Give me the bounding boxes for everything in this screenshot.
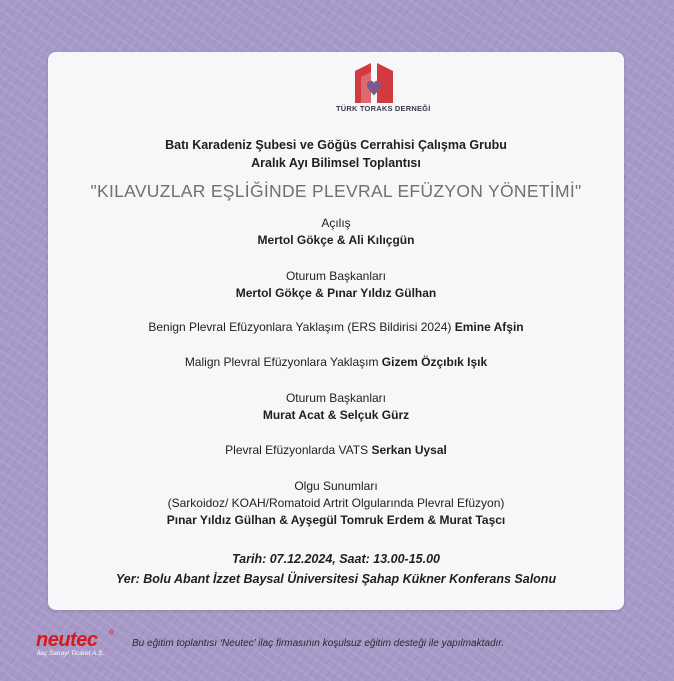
organizer-line: Batı Karadeniz Şubesi ve Göğüs Cerrahisi Çalışma Grubu: [165, 138, 507, 152]
neutec-brand: neutec: [36, 629, 98, 651]
cases-subtitle: (Sarkoidoz/ KOAH/Romatoid Artrit Olgularında Plevral Efüzyon): [167, 496, 505, 510]
date-time: Tarih: 07.12.2024, Saat: 13.00-15.00: [231, 552, 440, 566]
talk-3: [48, 443, 624, 457]
chairs-names-1: Mertol Gökçe & Pınar Yıldız Gülhan: [235, 286, 437, 300]
opening-names: Mertol Gökçe & Ali Kılıçgün: [257, 233, 415, 247]
sponsor-note: Bu eğitim toplantısı ‘Neutec’ ilaç firmasının koşulsuz eğitim desteği ile yapılmaktadır.: [132, 638, 505, 649]
cases-names: Pınar Yıldız Gülhan & Ayşegül Tomruk Erdem & Murat Taşcı: [166, 513, 506, 527]
registered-mark: ®: [109, 630, 115, 637]
turk-toraks-logo: [336, 63, 431, 113]
talk-2-title: Malign Plevral Efüzyonlara Yaklaşım: [184, 355, 379, 369]
cases-label: Olgu Sunumları: [294, 479, 378, 493]
talk-1-title: Benign Plevral Efüzyonlara Yaklaşım (ERS Bildirisi 2024): [148, 320, 452, 334]
neutec-tagline: İlaç Sanayi Ticaret A.Ş.: [37, 650, 105, 657]
talk-3-speaker: Serkan Uysal: [371, 443, 447, 457]
opening-label: Açılış: [321, 216, 351, 230]
talk-2: [48, 355, 624, 369]
talk-1-speaker: Emine Afşin: [454, 320, 524, 334]
event-name: Aralık Ayı Bilimsel Toplantısı: [251, 156, 421, 170]
chairs-names-2: Murat Acat & Selçuk Gürz: [262, 408, 410, 422]
invitation-card: [48, 52, 624, 610]
talk-3-title: Plevral Efüzyonlarda VATS: [225, 443, 369, 457]
chairs-label-2: Oturum Başkanları: [285, 391, 387, 405]
logo-text: TÜRK TORAKS DERNEĞİ: [336, 104, 431, 113]
talk-1: [48, 320, 624, 334]
neutec-logo: [36, 630, 118, 666]
lung-building-logo-icon: [353, 63, 395, 103]
venue: Yer: Bolu Abant İzzet Baysal Üniversitesi Şahap Kükner Konferans Salonu: [115, 572, 557, 586]
talk-2-speaker: Gizem Özçıbık Işık: [381, 355, 488, 369]
chairs-label-1: Oturum Başkanları: [285, 269, 387, 283]
page-title: "KILAVUZLAR EŞLİĞİNDE PLEVRAL EFÜZYON YÖNETİMİ": [90, 181, 582, 201]
